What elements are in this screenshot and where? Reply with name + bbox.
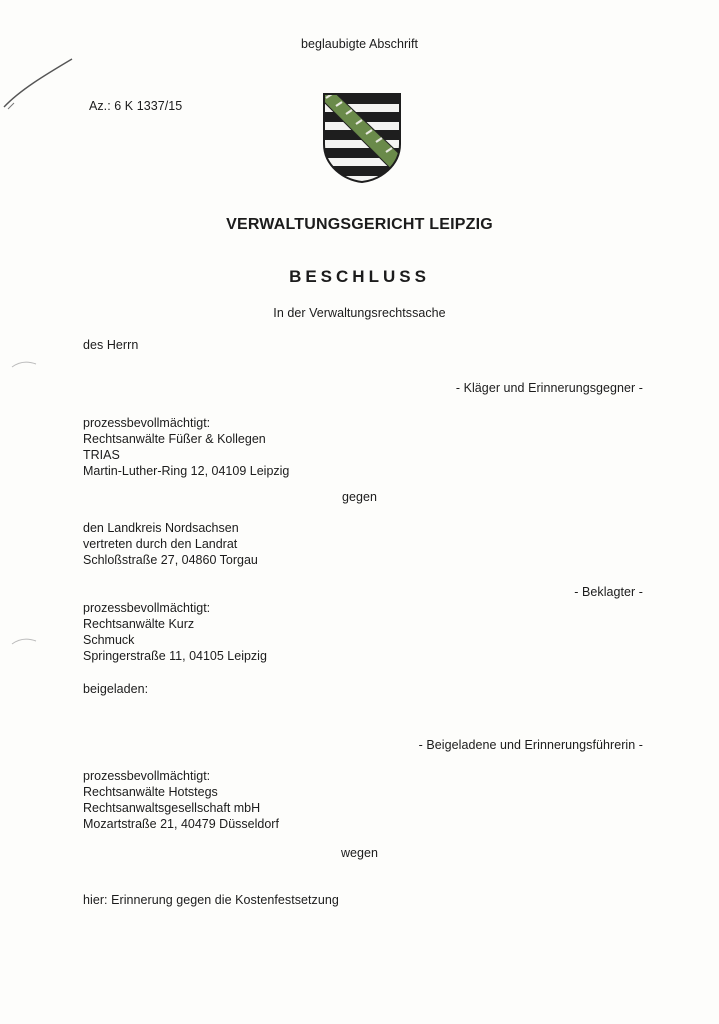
defendant-line: den Landkreis Nordsachsen <box>83 521 239 535</box>
defendant-counsel-line: Rechtsanwälte Kurz <box>83 617 195 631</box>
concerning-label: wegen <box>340 846 379 860</box>
defendant-counsel-line: Springerstraße 11, 04105 Leipzig <box>83 649 267 663</box>
summoned-role: - Beigeladene und Erinnerungsführerin - <box>418 738 643 752</box>
summoned-counsel-line: Rechtsanwaltsgesellschaft mbH <box>83 801 261 815</box>
summoned-counsel-line: prozessbevollmächtigt: <box>83 769 211 783</box>
plaintiff-role: - Kläger und Erinnerungsgegner - <box>455 381 643 395</box>
plaintiff-counsel-line: prozessbevollmächtigt: <box>83 416 211 430</box>
plaintiff-name-line: des Herrn <box>83 338 139 352</box>
court-name: VERWALTUNGSGERICHT LEIPZIG <box>226 216 493 233</box>
summoned-counsel-line: Mozartstraße 21, 40479 Düsseldorf <box>83 817 279 831</box>
defendant-line: vertreten durch den Landrat <box>83 537 238 551</box>
pen-stroke-mark <box>0 45 90 115</box>
plaintiff-counsel-line: TRIAS <box>83 448 120 462</box>
summoned-counsel-line: Rechtsanwälte Hotstegs <box>83 785 218 799</box>
defendant-role: - Beklagter - <box>574 585 643 599</box>
decision-title: BESCHLUSS <box>289 267 430 286</box>
defendant-block <box>83 520 258 568</box>
subject-line: hier: Erinnerung gegen die Kostenfestsetzung <box>83 893 339 907</box>
plaintiff-counsel-line: Rechtsanwälte Füßer & Kollegen <box>83 432 266 446</box>
plaintiff-counsel-line: Martin-Luther-Ring 12, 04109 Leipzig <box>83 464 290 478</box>
margin-mark-1 <box>10 355 40 375</box>
versus-label: gegen <box>341 490 377 504</box>
defendant-counsel-block <box>83 600 267 664</box>
plaintiff-counsel-block <box>83 415 289 479</box>
defendant-line: Schloßstraße 27, 04860 Torgau <box>83 553 258 567</box>
margin-mark-2 <box>10 632 40 652</box>
file-number: Az.: 6 K 1337/15 <box>89 99 183 113</box>
defendant-counsel-line: prozessbevollmächtigt: <box>83 601 211 615</box>
summoned-counsel-block <box>83 768 279 832</box>
matter-line: In der Verwaltungsrechtssache <box>273 306 446 320</box>
saxony-coat-of-arms-icon <box>322 92 402 184</box>
summoned-label: beigeladen: <box>83 682 149 696</box>
certified-copy-label: beglaubigte Abschrift <box>300 37 419 51</box>
defendant-counsel-line: Schmuck <box>83 633 135 647</box>
